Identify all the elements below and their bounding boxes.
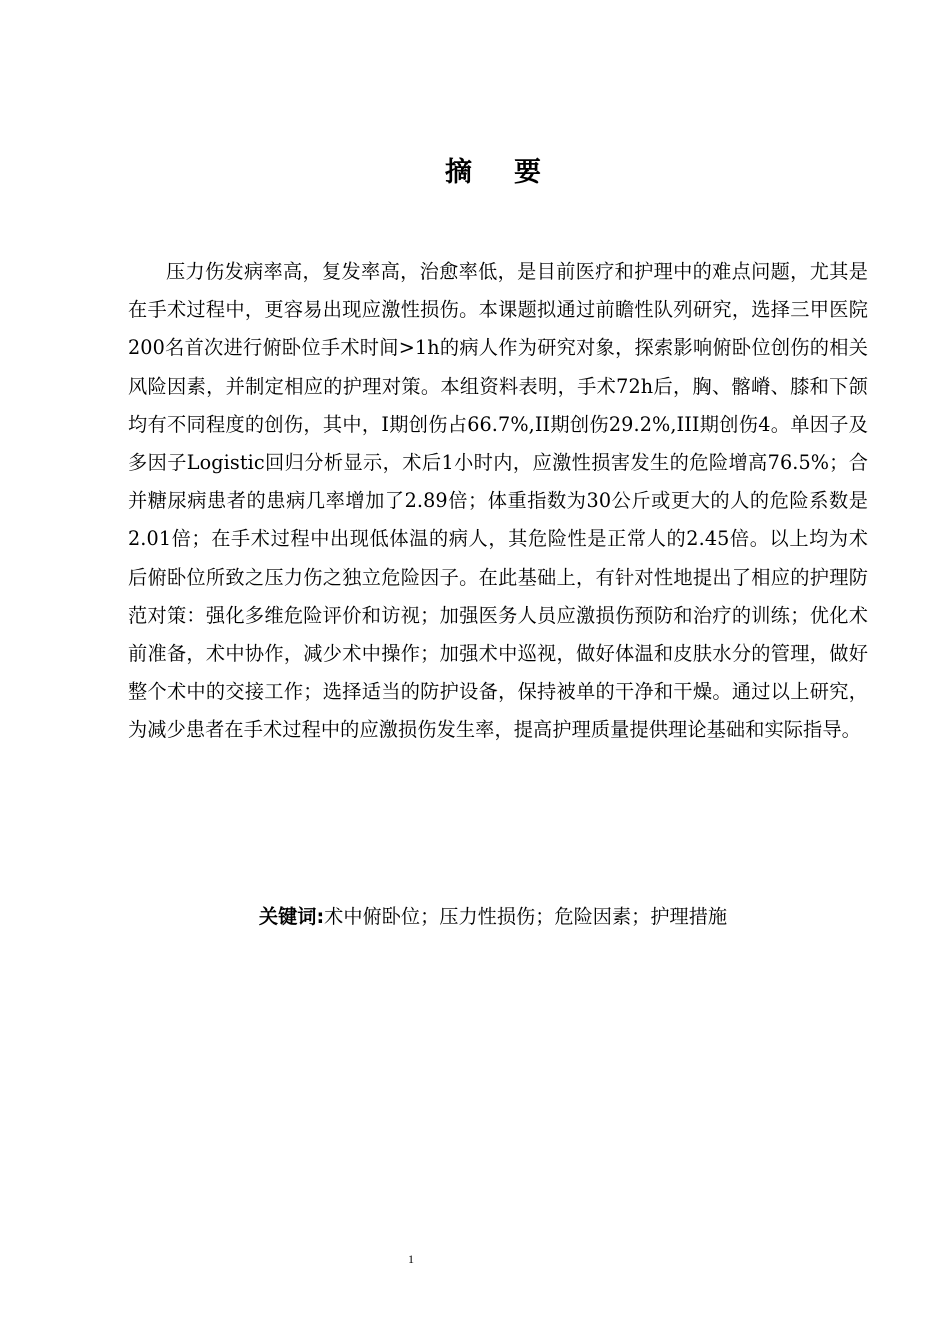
page-number: 1: [408, 1252, 414, 1266]
abstract-paragraph: 压力伤发病率高，复发率高，治愈率低，是目前医疗和护理中的难点问题，尤其是在手术过程中，更容易出现应激性损伤。本课题拟通过前瞻性队列研究，选择三甲医院200名首次进行俯卧位手术时间>1h的病人作为研究对象，探索影响俯卧位创伤的相关风险因素，并制定相应的护理对策。本组资料表明，手术72h后，胸、髂嵴、膝和下颌均有不同程度的创伤，其中，I期创伤占66.7%,II期创伤29.2%,III期创伤4。单因子及多因子Logistic回归分析显示，术后1小时内，应激性损害发生的危险增高76.5%；合并糖尿病患者的患病几率增加了2.89倍；体重指数为30公斤或更大的人的危险系数是2.01倍；在手术过程中出现低体温的病人，其危险性是正常人的2.45倍。以上均为术后俯卧位所致之压力伤之独立危险因子。在此基础上，有针对性地提出了相应的护理防范对策：强化多维危险评价和访视；加强医务人员应激损伤预防和治疗的训练；优化术前准备，术中协作，减少术中操作；加强术中巡视，做好体温和皮肤水分的管理，做好整个术中的交接工作；选择适当的防护设备，保持被单的干净和干燥。通过以上研究，为减少患者在手术过程中的应激损伤发生率，提高护理质量提供理论基础和实际指导。: [128, 260, 868, 742]
title-char-1: 摘: [445, 157, 472, 188]
keywords-line: [0, 902, 950, 932]
abstract-title: [0, 150, 950, 189]
keywords-values: 术中俯卧位；压力性损伤；危险因素；护理措施: [324, 905, 728, 928]
keywords-label: 关键词:: [258, 905, 325, 928]
title-char-2: 要: [514, 157, 541, 188]
